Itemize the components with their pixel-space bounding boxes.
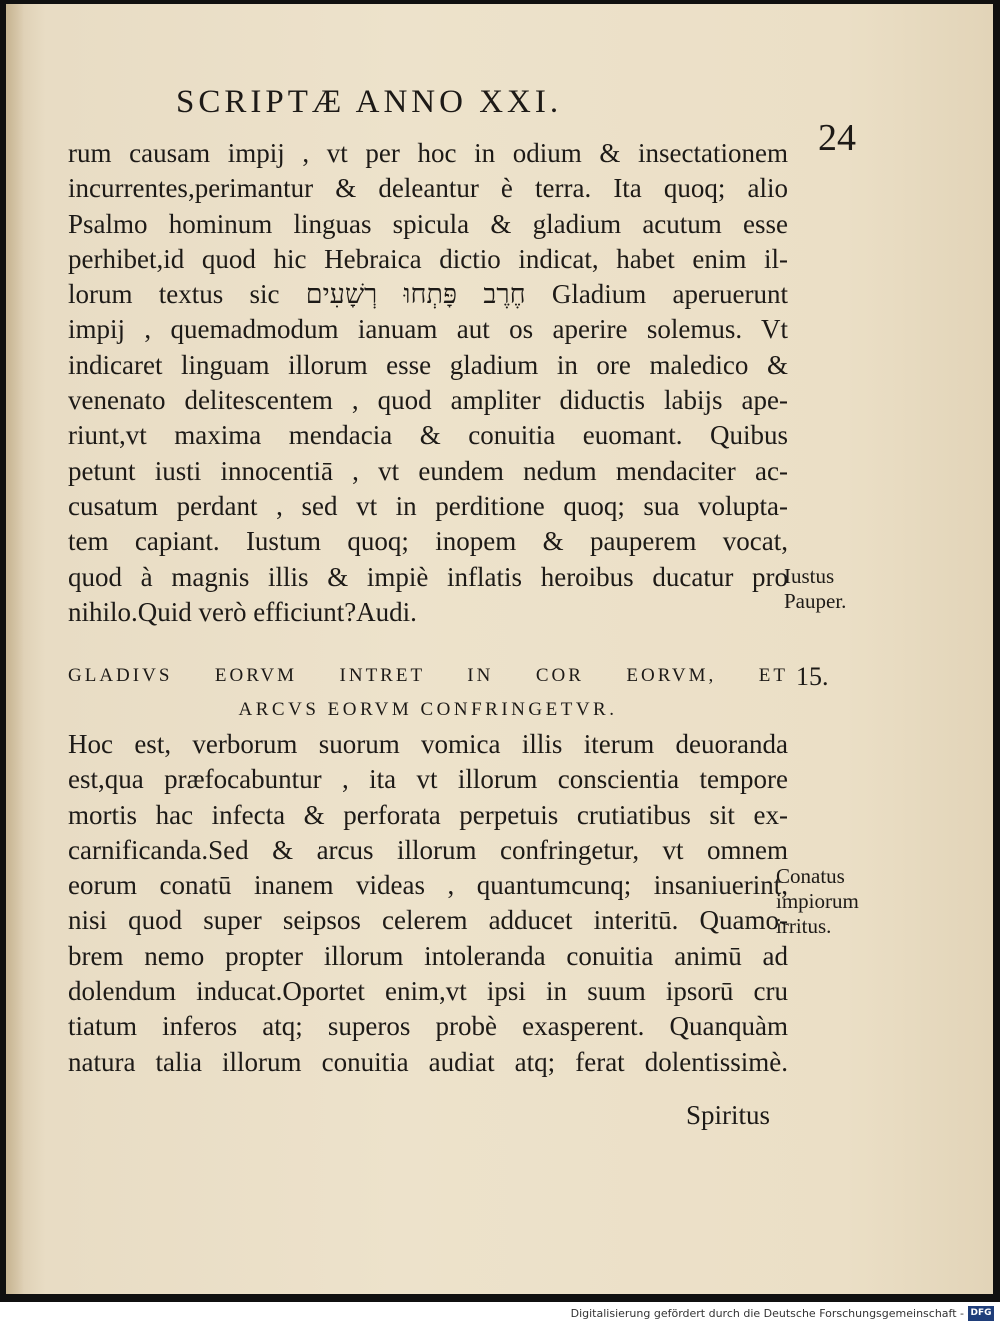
margin-note-line: Iustus bbox=[784, 564, 835, 588]
body-line: cusatum perdant , sed vt in perditione quoq; sua volupta- bbox=[68, 490, 788, 521]
margin-note-iustus-pauper bbox=[784, 564, 846, 614]
funding-credit: Digitalisierung gefördert durch die Deutsche Forschungsgemeinschaft - bbox=[570, 1307, 964, 1320]
body-line: rum causam impij , vt per hoc in odium & insectationem bbox=[68, 138, 788, 168]
body-line: eorum conatū inanem videas , quantumcunq; insaniuerint, bbox=[68, 870, 788, 901]
margin-note-line: Pauper. bbox=[784, 589, 847, 613]
body-line: tiatum inferos atq; superos probè exasperent. Quanquàm bbox=[68, 1011, 788, 1042]
body-line: carnificanda.Sed & arcus illorum confringetur, vt omnem bbox=[68, 834, 788, 865]
body-line: quod à magnis illis & impiè inflatis heroibus ducatur pro bbox=[68, 561, 788, 592]
page-gutter-shadow bbox=[6, 4, 24, 1294]
body-line: dolendum inducat.Oportet enim,vt ipsi in suum ipsorū cru bbox=[68, 976, 788, 1007]
body-text-block-2 bbox=[68, 727, 788, 1080]
verse-heading-line-1: GLADIVS EORVM INTRET IN COR EORVM, ET bbox=[68, 665, 788, 686]
dfg-logo: DFG bbox=[968, 1306, 994, 1321]
margin-note-line: Conatus bbox=[776, 864, 845, 888]
body-line: indicaret linguam illorum esse gladium in ore maledico & bbox=[68, 349, 788, 380]
verse-number: 15. bbox=[796, 662, 829, 691]
body-line: venenato delitescentem , quod ampliter diductis labijs ape- bbox=[68, 385, 788, 416]
running-head: SCRIPTÆ ANNO XXI. bbox=[176, 84, 563, 120]
body-line: impij , quemadmodum ianuam aut os aperire solemus. Vt bbox=[68, 314, 788, 345]
body-line: est,qua præfocabuntur , ita vt illorum conscientia tempore bbox=[68, 764, 788, 795]
body-text-block-1 bbox=[68, 136, 788, 630]
body-line: riunt,vt maxima mendacia & conuitia euomant. Quibus bbox=[68, 420, 788, 451]
body-line: perhibet,id quod hic Hebraica dictio indicat, habet enim il- bbox=[68, 243, 788, 274]
body-line: brem nemo propter illorum intoleranda conuitia animū ad bbox=[68, 940, 788, 971]
body-line: mortis hac infecta & perforata perpetuis crutiatibus sit ex- bbox=[68, 799, 788, 830]
body-line: nisi quod super seipsos celerem adducet interitū. Quamo- bbox=[68, 905, 788, 936]
body-line: Hoc est, verborum suorum vomica illis iterum deuoranda bbox=[68, 729, 788, 759]
folio-number: 24 bbox=[818, 117, 856, 159]
body-line: petunt iusti innocentiā , vt eundem nedum mendaciter ac- bbox=[68, 455, 788, 486]
body-line: Psalmo hominum linguas spicula & gladium acutum esse bbox=[68, 208, 788, 239]
body-line: nihilo.Quid verò efficiunt?Audi. bbox=[68, 596, 417, 627]
margin-note-line: irritus. bbox=[776, 914, 832, 938]
body-line: natura talia illorum conuitia audiat atq; ferat dolentissimè. bbox=[68, 1046, 788, 1077]
digitization-footer bbox=[0, 1302, 1000, 1326]
catchword: Spiritus bbox=[686, 1100, 771, 1130]
margin-note-conatus bbox=[776, 864, 859, 939]
body-line: incurrentes,perimantur & deleantur è terra. Ita quoq; alio bbox=[68, 173, 788, 204]
book-page bbox=[6, 4, 993, 1294]
body-line: tem capiant. Iustum quoq; inopem & pauperem vocat, bbox=[68, 526, 788, 557]
body-line: lorum textus sic חֶרֶב פָּתְחוּ רְשָׁעִים Gladium aperuerunt bbox=[68, 279, 788, 310]
psalm-verse-heading bbox=[68, 659, 788, 727]
margin-note-line: impiorum bbox=[776, 889, 859, 913]
verse-heading-line-2: ARCVS EORVM CONFRINGETVR. bbox=[238, 699, 618, 720]
